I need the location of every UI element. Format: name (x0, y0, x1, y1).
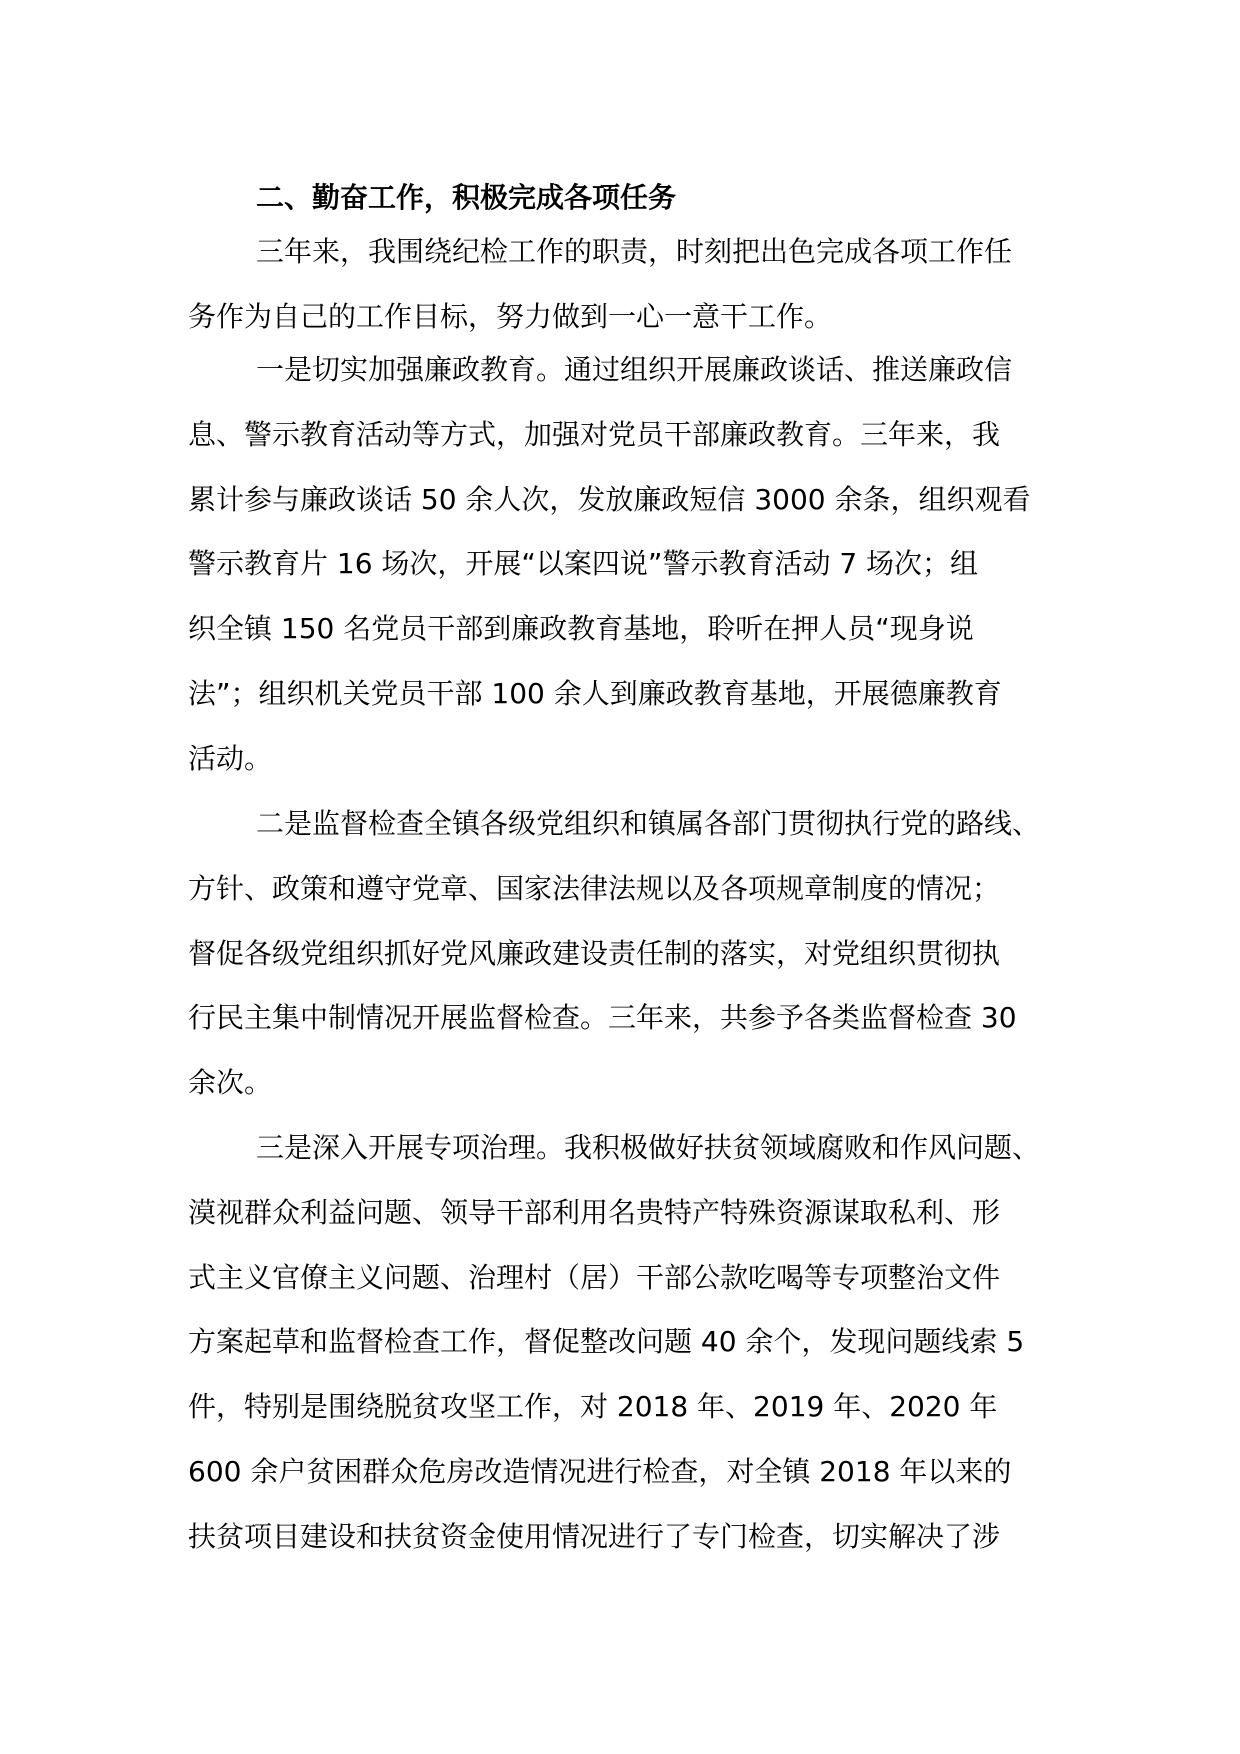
section-heading: 二、勤奋工作，积极完成各项任务 (256, 181, 677, 214)
text-line: 息、警示教育活动等方式，加强对党员干部廉政教育。三年来，我 (188, 417, 1001, 451)
text-line: 漠视群众利益问题、领导干部利用名贵特产特殊资源谋取私利、形 (188, 1195, 1001, 1229)
text-line: 三年来，我围绕纪检工作的职责，时刻把出色完成各项工作任 (256, 235, 1013, 268)
text-line: 二是监督检查全镇各级党组织和镇属各部门贯彻执行党的路线、 (256, 807, 1041, 840)
text-line: 法”；组织机关党员干部 100 余人到廉政教育基地，开展德廉教育 (188, 676, 1002, 710)
text-line: 织全镇 150 名党员干部到廉政教育基地，聆听在押人员“现身说 (188, 612, 974, 646)
text-line: 务作为自己的工作目标，努力做到一心一意干工作。 (188, 299, 833, 333)
text-line: 累计参与廉政谈话 50 余人次，发放廉政短信 3000 余条，组织观看 (188, 482, 1031, 516)
text-line: 三是深入开展专项治理。我积极做好扶贫领域腐败和作风问题、 (256, 1131, 1041, 1164)
text-line: 警示教育片 16 场次，开展“以案四说”警示教育活动 7 场次；组 (188, 547, 979, 581)
text-line: 式主义官僚主义问题、治理村（居）干部公款吃喝等专项整治文件 (188, 1260, 1001, 1294)
text-line: 余次。 (188, 1066, 273, 1100)
text-line: 行民主集中制情况开展监督检查。三年来，共参予各类监督检查 30 (188, 1001, 1017, 1035)
text-line: 督促各级党组织抓好党风廉政建设责任制的落实，对党组织贯彻执 (188, 936, 1001, 970)
text-line: 一是切实加强廉政教育。通过组织开展廉政谈话、推送廉政信 (256, 353, 1013, 386)
text-line: 活动。 (188, 741, 273, 775)
paragraph-education (188, 338, 1068, 792)
paragraph-special-governance (188, 1116, 1068, 1570)
text-line: 600 余户贫困群众危房改造情况进行检查，对全镇 2018 年以来的 (188, 1454, 1012, 1488)
paragraph-supervision (188, 792, 1068, 1116)
text-line: 方案起草和监督检查工作，督促整改问题 40 余个，发现问题线索 5 (188, 1325, 1025, 1359)
text-line: 件，特别是围绕脱贫攻坚工作，对 2018 年、2019 年、2020 年 (188, 1390, 998, 1424)
text-line: 方针、政策和遵守党章、国家法律法规以及各项规章制度的情况； (188, 871, 1001, 905)
paragraph-intro (188, 220, 1068, 350)
text-line: 扶贫项目建设和扶贫资金使用情况进行了专门检查，切实解决了涉 (188, 1519, 1001, 1553)
